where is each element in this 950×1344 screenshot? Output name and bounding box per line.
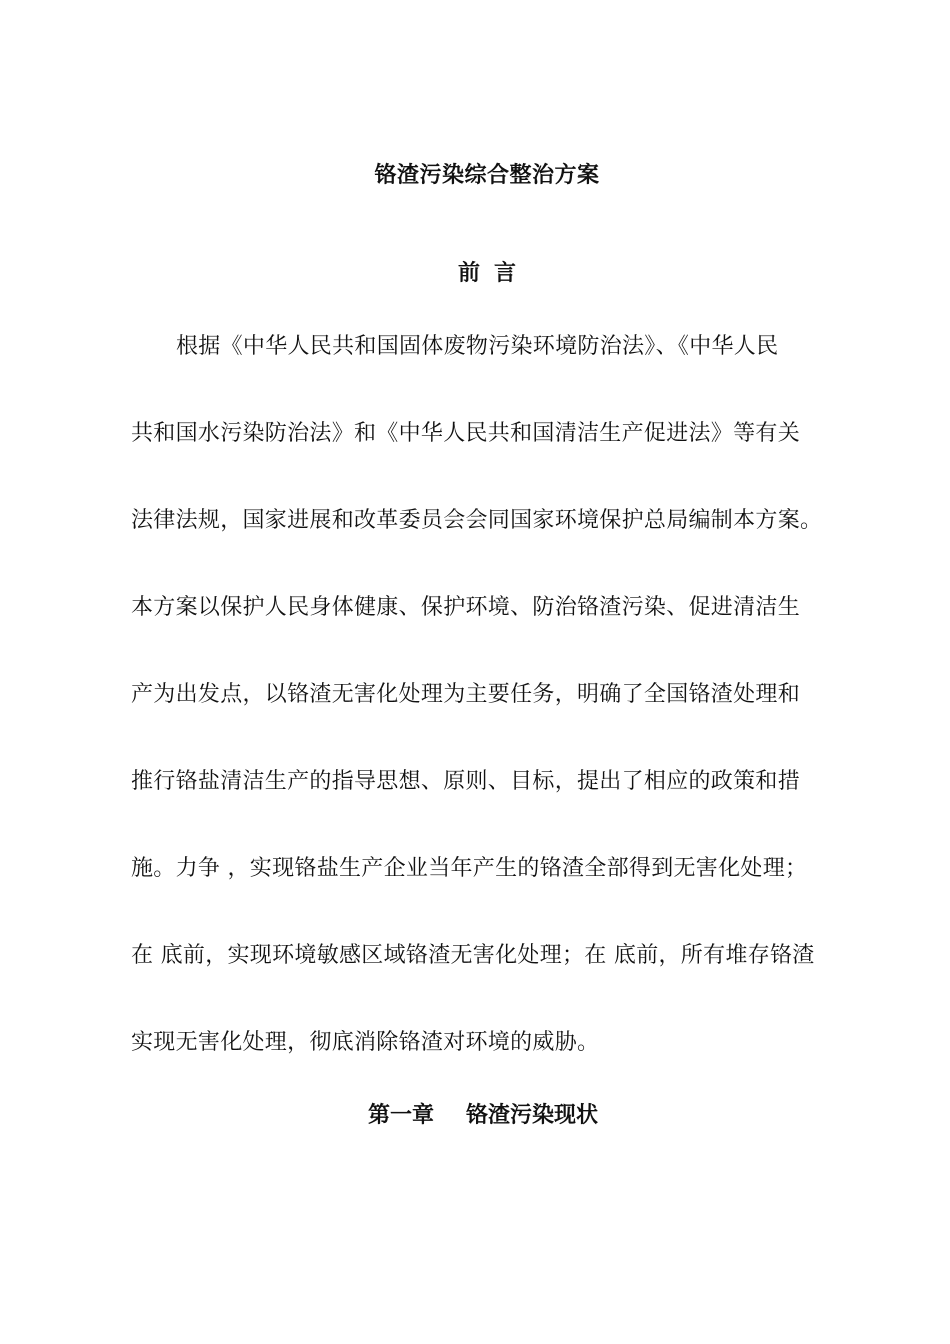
chapter-heading xyxy=(368,1099,598,1132)
preface-line-7: 施。力争 ，实现铬盐生产企业当年产生的铬渣全部得到无害化处理； xyxy=(131,856,808,881)
preface-heading xyxy=(0,258,950,290)
chapter-number: 第一章 xyxy=(368,1102,435,1128)
chapter-title: 铬渣污染现状 xyxy=(466,1103,599,1128)
preface-line-4: 本方案以保护人民身体健康、保护环境、防治铬渣污染、促进清洁生 xyxy=(131,595,801,620)
preface-heading-char-1: 前 xyxy=(457,261,480,286)
preface-heading-char-2: 言 xyxy=(494,261,517,286)
preface-line-6: 推行铬盐清洁生产的指导思想、原则、目标，提出了相应的政策和措 xyxy=(131,769,801,794)
preface-line-1: 根据《中华人民共和国固体废物污染环境防治法》、《中华人民 xyxy=(176,334,779,359)
preface-line-3: 法律法规，国家进展和改革委员会会同国家环境保护总局编制本方案。 xyxy=(131,508,823,533)
preface-line-5: 产为出发点，以铬渣无害化处理为主要任务，明确了全国铬渣处理和 xyxy=(131,682,801,707)
preface-line-8: 在 底前，实现环境敏感区域铬渣无害化处理；在 底前，所有堆存铬渣 xyxy=(131,943,815,968)
preface-line-2: 共和国水污染防治法》和《中华人民共和国清洁生产促进法》等有关 xyxy=(131,421,801,446)
document-title: 铬渣污染综合整治方案 xyxy=(374,163,600,188)
preface-line-9: 实现无害化处理，彻底消除铬渣对环境的威胁。 xyxy=(131,1030,600,1055)
